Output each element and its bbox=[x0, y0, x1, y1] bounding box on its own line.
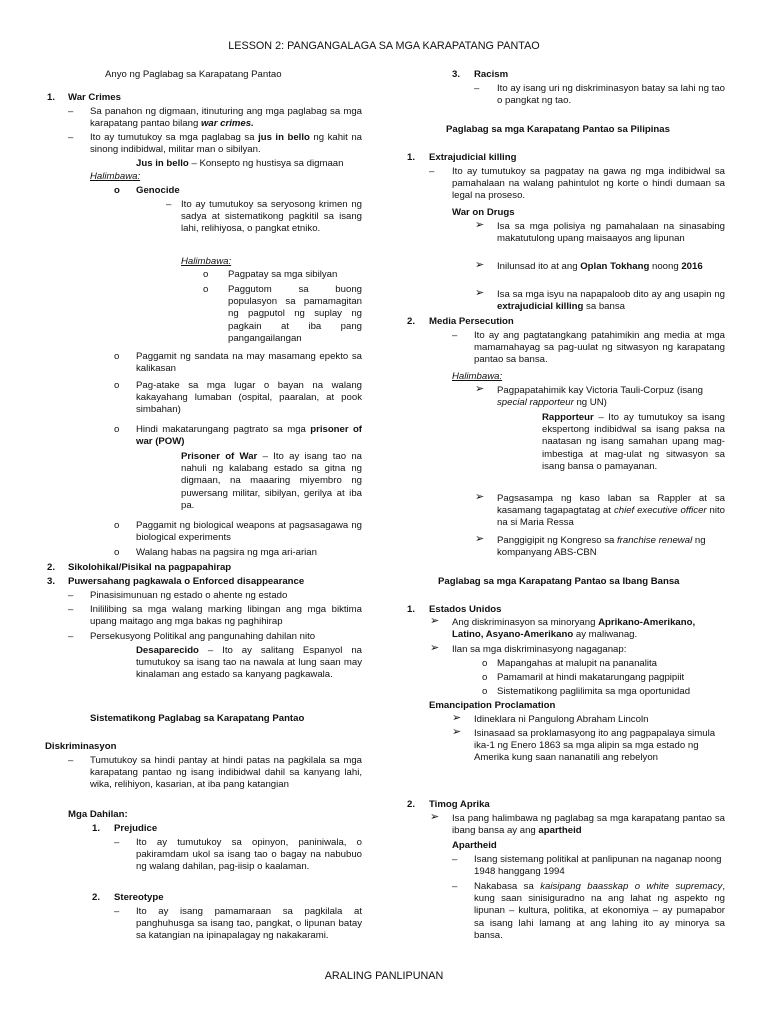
dash-bullet: – bbox=[68, 755, 74, 766]
diskriminasyon-title: Diskriminasyon bbox=[45, 741, 117, 752]
arrow-bullet-icon: ➢ bbox=[475, 219, 485, 231]
war-on-drugs-title: War on Drugs bbox=[452, 207, 515, 218]
estados-unidos-title: Estados Unidos bbox=[429, 604, 502, 615]
circle-bullet-icon: o bbox=[114, 185, 120, 196]
sistematiko-heading: Sistematikong Paglabag sa Karapatang Pantao bbox=[90, 713, 305, 724]
anyo-heading: Anyo ng Paglabag sa Karapatang Pantao bbox=[105, 69, 282, 80]
apartheid-intro: Isa pang halimbawa ng paglabag sa mga karapatang pantao sa ibang bansa ay ang apartheid bbox=[452, 813, 725, 837]
war-crime-example: Walang habas na pagsira ng mga ari-arian bbox=[136, 547, 317, 558]
halimbawa-label: Halimbawa: bbox=[452, 371, 503, 382]
war-on-drugs-point: Isa sa mga polisiya ng pamahalaan na sinasabing makatutulong upang maisaayos ang lipunan bbox=[497, 221, 725, 245]
arrow-bullet-icon: ➢ bbox=[430, 615, 440, 627]
disappearance-point: Persekusyong Politikal ang pangunahing dahilan nito bbox=[90, 631, 316, 642]
prejudice-definition: Ito ay tumutukoy sa opinyon, paniniwala, o pakiramdam ukol sa isang tao o bagay na nabubuo ng walang dahilan, pag-iisip o kaalaman. bbox=[136, 837, 362, 873]
arrow-bullet-icon: ➢ bbox=[452, 726, 462, 738]
sikolohikal-title: Sikolohikal/Pisikal na pagpapahirap bbox=[68, 562, 232, 573]
list-number: 1. bbox=[92, 823, 101, 834]
discrimination-example: Mapangahas at malupit na pananalita bbox=[497, 658, 658, 669]
arrow-bullet-icon: ➢ bbox=[430, 642, 440, 654]
dash-bullet: – bbox=[68, 590, 74, 601]
stereotype-definition: Ito ay isang pamamaraan sa pagkilala at panghuhusga sa isang tao, pangkat, o lipunan batay sa katangian na ipinapalagay ng nakakarami. bbox=[136, 906, 362, 942]
media-persecution-definition: Ito ay ang pagtatangkang patahimikin ang media at mga mamamahayag sa pag-uulat ng sitwasyon ng karapatang pantao sa bansa. bbox=[474, 330, 725, 366]
dash-bullet: – bbox=[68, 106, 74, 117]
circle-bullet-icon: o bbox=[482, 686, 488, 697]
dash-bullet: – bbox=[474, 83, 480, 94]
media-example: Pagsasampa ng kaso laban sa Rappler at sa kasamang tagapagtatag at chief executive officer nito na si Maria Ressa bbox=[497, 493, 725, 529]
pow-definition: Prisoner of War – Ito ay isang tao na nahuli ng kalabang estado sa gitna ng digmaan, na maaaring miyembro ng puwersang militar, sibilyan, gerilya at iba pa. bbox=[181, 451, 362, 511]
apartheid-title: Apartheid bbox=[452, 840, 497, 851]
footer-subject: ARALING PANLIPUNAN bbox=[324, 970, 444, 982]
mga-dahilan-label: Mga Dahilan: bbox=[68, 809, 128, 820]
dash-bullet: – bbox=[452, 854, 458, 865]
apartheid-point: Isang sistemang politikal at panlipunan na naganap noong 1948 hanggang 1994 bbox=[474, 854, 722, 878]
list-number: 2. bbox=[92, 892, 101, 903]
disappearance-point: Inililibing sa mga walang marking libingan ang mga biktima upang maitago ang mga bakas ng paghihirap bbox=[90, 604, 362, 628]
circle-bullet-icon: o bbox=[114, 520, 120, 531]
war-on-drugs-point: Isa sa mga isyu na napapaloob dito ay ang usapin ng extrajudicial killing sa bansa bbox=[497, 289, 725, 313]
war-crimes-desc: Sa panahon ng digmaan, itinuturing ang mga paglabag sa mga karapatang pantao bilang war crimes. bbox=[90, 106, 362, 130]
circle-bullet-icon: o bbox=[203, 284, 209, 295]
genocide-definition: Ito ay tumutukoy sa seryosong krimen ng sadya at sistematikong pagkitil sa isang lahi, relihiyosa, o pangkat etniko. bbox=[181, 199, 362, 235]
dash-bullet: – bbox=[68, 631, 74, 642]
list-number: 2. bbox=[47, 562, 56, 573]
arrow-bullet-icon: ➢ bbox=[452, 712, 462, 724]
halimbawa-label: Halimbawa: bbox=[90, 171, 141, 182]
arrow-bullet-icon: ➢ bbox=[475, 491, 485, 503]
dash-bullet: – bbox=[452, 881, 458, 892]
list-number: 3. bbox=[47, 576, 56, 587]
us-point: Ilan sa mga diskriminasyong nagaganap: bbox=[452, 644, 627, 655]
war-crime-example: Paggamit ng biological weapons at pagsasagawa ng biological experiments bbox=[136, 520, 362, 544]
arrow-bullet-icon: ➢ bbox=[475, 383, 485, 395]
list-number: 1. bbox=[407, 604, 416, 615]
arrow-bullet-icon: ➢ bbox=[475, 287, 485, 299]
media-persecution-title: Media Persecution bbox=[429, 316, 514, 327]
stereotype-title: Stereotype bbox=[114, 892, 164, 903]
apartheid-point: Nakabasa sa kaisipang baasskap o white supremacy, kung saan sinisiguradno na ang lahat ng aspekto ng lipunan – kultura, politika, at ekonomiya – ay pumapabor sa isang lahi lamang at ang lahing ito ay minorya sa bansa. bbox=[474, 881, 725, 941]
discrimination-example: Pamamaril at hindi makatarungang pagpipiit bbox=[497, 672, 685, 683]
jus-in-bello-definition: Jus in bello – Konsepto ng hustisya sa digmaan bbox=[136, 158, 344, 169]
dash-bullet: – bbox=[68, 132, 74, 143]
discrimination-example: Sistematikong paglilimita sa mga oportunidad bbox=[497, 686, 691, 697]
jus-in-bello-desc: Ito ay tumutukoy sa mga paglabag sa jus in bello ng kahit na sinong indibidwal, militar man o sibilyan. bbox=[90, 132, 363, 156]
dash-bullet: – bbox=[166, 199, 172, 210]
war-crime-example: Pag-atake sa mga lugar o bayan na walang kakayahang lumaban (ospital, paaralan, at pook simbahan) bbox=[136, 380, 362, 416]
war-crime-example: Paggamit ng sandata na may masamang epekto sa kalikasan bbox=[136, 351, 362, 375]
disappearance-point: Pinasisimunuan ng estado o ahente ng estado bbox=[90, 590, 288, 601]
timog-aprika-title: Timog Aprika bbox=[429, 799, 490, 810]
pilipinas-heading: Paglabag sa mga Karapatang Pantao sa Pilipinas bbox=[446, 124, 670, 135]
circle-bullet-icon: o bbox=[114, 351, 120, 362]
list-number: 1. bbox=[47, 92, 56, 103]
genocide-example: Pagpatay sa mga sibilyan bbox=[228, 269, 338, 280]
media-example: Panggigipit ng Kongreso sa franchise renewal ng kompanyang ABS-CBN bbox=[497, 535, 706, 559]
enforced-disappearance-title: Puwersahang pagkawala o Enforced disappearance bbox=[68, 576, 305, 587]
circle-bullet-icon: o bbox=[203, 269, 209, 280]
racism-title: Racism bbox=[474, 69, 509, 80]
arrow-bullet-icon: ➢ bbox=[475, 259, 485, 271]
dash-bullet: – bbox=[68, 604, 74, 615]
halimbawa-label: Halimbawa: bbox=[181, 256, 232, 267]
war-crimes-title: War Crimes bbox=[68, 92, 121, 103]
circle-bullet-icon: o bbox=[114, 547, 120, 558]
circle-bullet-icon: o bbox=[482, 658, 488, 669]
arrow-bullet-icon: ➢ bbox=[430, 811, 440, 823]
list-number: 1. bbox=[407, 152, 416, 163]
ejk-definition: Ito ay tumutukoy sa pagpatay na gawa ng mga indibidwal sa pamahalaan na walang pahintulot ng korte o hindi dumaan sa legal na proseso. bbox=[452, 166, 725, 202]
circle-bullet-icon: o bbox=[482, 672, 488, 683]
dash-bullet: – bbox=[452, 330, 458, 341]
ejk-title: Extrajudicial killing bbox=[429, 152, 517, 163]
circle-bullet-icon: o bbox=[114, 424, 120, 435]
desaparecido-definition: Desaparecido – Ito ay salitang Espanyol na tumutukoy sa isang tao na nawala at lung saan may kinalaman ang estado sa kanyang pagkawala. bbox=[136, 645, 362, 681]
media-example: Pagpapatahimik kay Victoria Tauli-Corpuz (isang special rapporteur ng UN) bbox=[497, 385, 704, 409]
emancipation-point: Isinasaad sa proklamasyong ito ang pagpapalaya simula ika-1 ng Enero 1863 sa mga alipin sa mga estado ng Amerika kung saan nananatili ang rebelyon bbox=[474, 728, 716, 764]
racism-definition: Ito ay isang uri ng diskriminasyon batay sa lahi ng tao o pangkat ng tao. bbox=[497, 83, 725, 107]
list-number: 2. bbox=[407, 799, 416, 810]
dash-bullet: – bbox=[429, 166, 435, 177]
dash-bullet: – bbox=[114, 906, 120, 917]
emancipation-point: Idineklara ni Pangulong Abraham Lincoln bbox=[474, 714, 649, 725]
emancipation-title: Emancipation Proclamation bbox=[429, 700, 556, 711]
genocide-title: Genocide bbox=[136, 185, 180, 196]
war-crime-example: Hindi makatarungang pagtrato sa mga prisoner of war (POW) bbox=[136, 424, 362, 448]
list-number: 3. bbox=[452, 69, 461, 80]
ibang-bansa-heading: Paglabag sa mga Karapatang Pantao sa Ibang Bansa bbox=[438, 576, 680, 587]
war-on-drugs-point: Inilunsad ito at ang Oplan Tokhang noong 2016 bbox=[497, 261, 703, 272]
arrow-bullet-icon: ➢ bbox=[475, 533, 485, 545]
prejudice-title: Prejudice bbox=[114, 823, 158, 834]
page-title: LESSON 2: PANGANGALAGA SA MGA KARAPATANG PANTAO bbox=[228, 40, 540, 52]
diskriminasyon-definition: Tumutukoy sa hindi pantay at hindi patas na pagkilala sa mga karapatang pantao ng isang indibidwal dahil sa kanyang lahi, wika, relihiyon, kasarian, at iba pang katangian bbox=[90, 755, 362, 791]
us-point: Ang diskriminasyon sa minoryang Aprikano-Amerikano, Latino, Asyano-Amerikano ay maliwanag. bbox=[452, 617, 696, 641]
circle-bullet-icon: o bbox=[114, 380, 120, 391]
genocide-example: Paggutom sa buong populasyon sa pamamagitan ng pagputol ng suplay ng pagkain at iba pang pangangailangan bbox=[228, 284, 362, 344]
dash-bullet: – bbox=[114, 837, 120, 848]
rapporteur-definition: Rapporteur – Ito ay tumutukoy sa isang ekspertong indibidwal sa isang paksa na naatasan ng isang samahan upang mag-imbestiga at mag-ulat ng sitwasyon sa isang bansa o pamayanan. bbox=[542, 412, 725, 472]
list-number: 2. bbox=[407, 316, 416, 327]
